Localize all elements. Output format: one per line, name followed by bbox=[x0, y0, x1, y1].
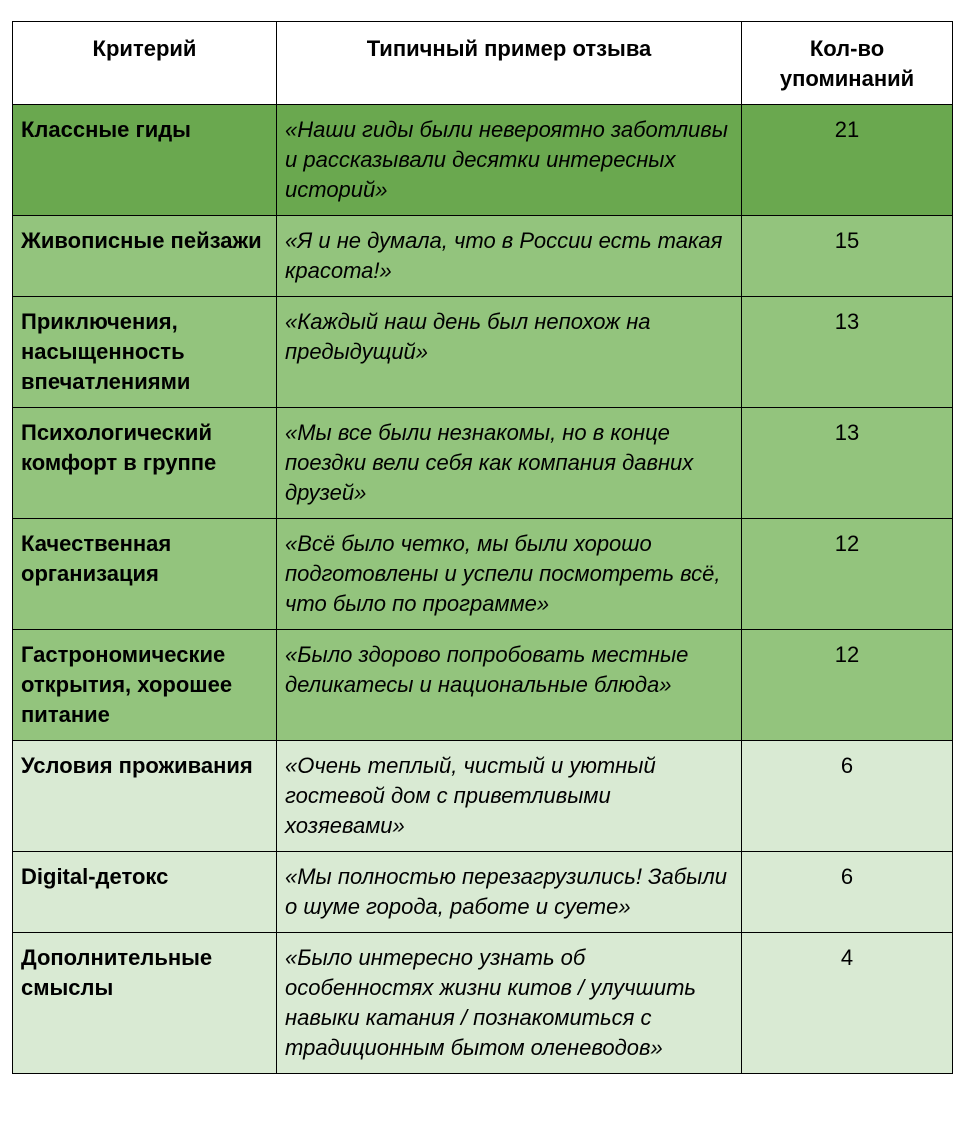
criterion-cell: Живописные пейзажи bbox=[13, 216, 277, 297]
example-cell: «Мы полностью перезагрузились! Забыли о шуме города, работе и суете» bbox=[277, 852, 742, 933]
table-row bbox=[13, 297, 953, 408]
example-cell: «Я и не думала, что в России есть такая красота!» bbox=[277, 216, 742, 297]
count-cell: 13 bbox=[742, 297, 953, 408]
count-cell: 13 bbox=[742, 408, 953, 519]
reviews-table bbox=[12, 21, 953, 1074]
table-row bbox=[13, 408, 953, 519]
table-row bbox=[13, 852, 953, 933]
criterion-cell: Качественная организация bbox=[13, 519, 277, 630]
table-row bbox=[13, 519, 953, 630]
table-row bbox=[13, 105, 953, 216]
example-cell: «Мы все были незнакомы, но в конце поездки вели себя как компания давних друзей» bbox=[277, 408, 742, 519]
criterion-cell: Приключения, насыщенность впечатлениями bbox=[13, 297, 277, 408]
example-cell: «Всё было четко, мы были хорошо подготовлены и успели посмотреть всё, что было по программе» bbox=[277, 519, 742, 630]
example-cell: «Было интересно узнать об особенностях жизни китов / улучшить навыки катания / познакомиться с традиционным бытом оленеводов» bbox=[277, 933, 742, 1074]
count-cell: 4 bbox=[742, 933, 953, 1074]
count-cell: 12 bbox=[742, 519, 953, 630]
header-example: Типичный пример отзыва bbox=[277, 22, 742, 105]
example-cell: «Было здорово попробовать местные деликатесы и национальные блюда» bbox=[277, 630, 742, 741]
table-row bbox=[13, 216, 953, 297]
criterion-cell: Гастрономические открытия, хорошее питание bbox=[13, 630, 277, 741]
table-row bbox=[13, 933, 953, 1074]
count-cell: 21 bbox=[742, 105, 953, 216]
table-body bbox=[13, 105, 953, 1074]
header-row bbox=[13, 22, 953, 105]
header-criterion: Критерий bbox=[13, 22, 277, 105]
criterion-cell: Условия проживания bbox=[13, 741, 277, 852]
example-cell: «Каждый наш день был непохож на предыдущий» bbox=[277, 297, 742, 408]
count-cell: 15 bbox=[742, 216, 953, 297]
header-count: Кол-во упоминаний bbox=[742, 22, 953, 105]
count-cell: 6 bbox=[742, 741, 953, 852]
criterion-cell: Классные гиды bbox=[13, 105, 277, 216]
table-row bbox=[13, 630, 953, 741]
count-cell: 6 bbox=[742, 852, 953, 933]
example-cell: «Очень теплый, чистый и уютный гостевой дом с приветливыми хозяевами» bbox=[277, 741, 742, 852]
count-cell: 12 bbox=[742, 630, 953, 741]
criterion-cell: Дополнительные смыслы bbox=[13, 933, 277, 1074]
example-cell: «Наши гиды были невероятно заботливы и рассказывали десятки интересных историй» bbox=[277, 105, 742, 216]
criterion-cell: Digital-детокс bbox=[13, 852, 277, 933]
criterion-cell: Психологический комфорт в группе bbox=[13, 408, 277, 519]
table-row bbox=[13, 741, 953, 852]
